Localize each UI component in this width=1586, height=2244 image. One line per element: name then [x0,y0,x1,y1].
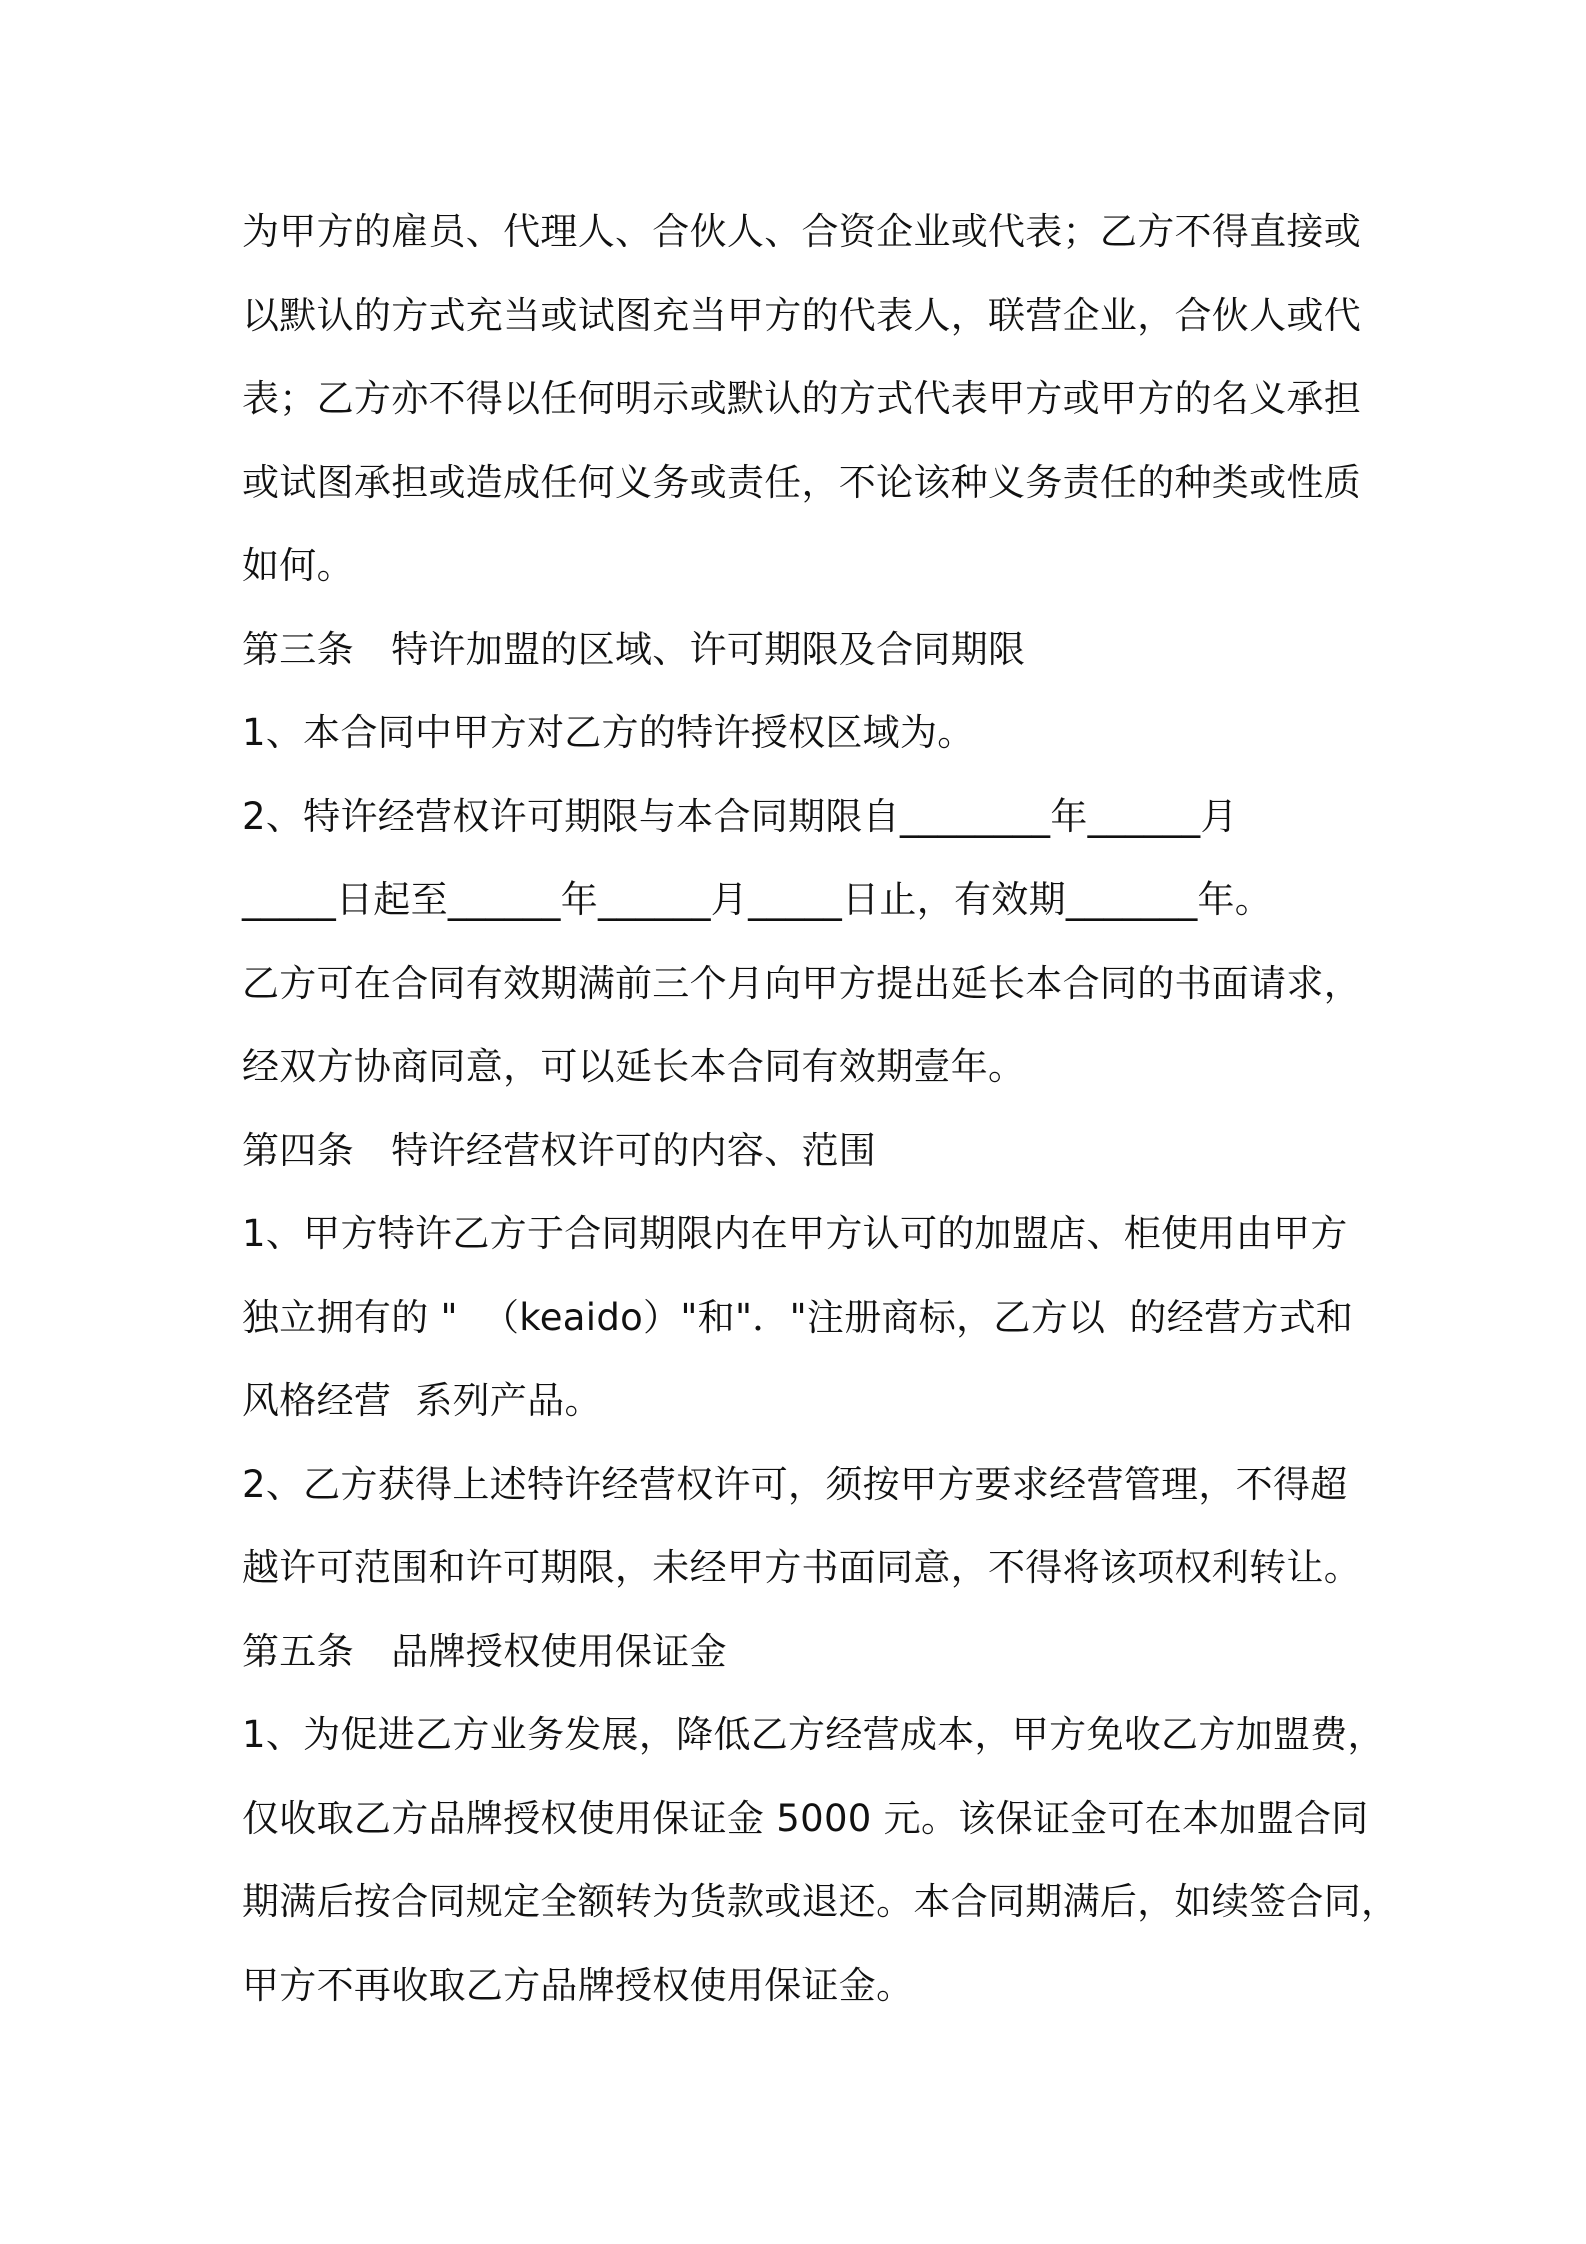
paragraph-line: 乙方可在合同有效期满前三个月向甲方提出延长本合同的书面请求， [242,961,1361,1005]
clause-3-2: 2、特许经营权许可期限与本合同期限自________年______月 [242,794,1238,838]
paragraph-line: _____日起至______年______月_____日止，有效期_______年。 [242,878,1273,921]
paragraph-line: 越许可范围和许可期限，未经甲方书面同意，不得将该项权利转让。 [242,1546,1361,1589]
paragraph-line: 甲方不再收取乙方品牌授权使用保证金。 [242,1963,914,2007]
section-heading-article-4: 第四条 特许经营权许可的内容、范围 [242,1128,877,1172]
paragraph-line: 为甲方的雇员、代理人、合伙人、合资企业或代表；乙方不得直接或 [242,210,1361,253]
paragraph-line: 以默认的方式充当或试图充当甲方的代表人，联营企业，合伙人或代 [242,293,1361,337]
paragraph-line: 仅收取乙方品牌授权使用保证金 5000 元。该保证金可在本加盟合同 [242,1796,1369,1840]
paragraph-line: 表；乙方亦不得以任何明示或默认的方式代表甲方或甲方的名义承担 [242,377,1361,420]
clause-4-1: 1、甲方特许乙方于合同期限内在甲方认可的加盟店、柜使用由甲方 [242,1212,1348,1255]
clause-5-1: 1、为促进乙方业务发展，降低乙方经营成本，甲方免收乙方加盟费， [242,1713,1385,1756]
paragraph-line: 如何。 [242,544,354,587]
paragraph-line: 或试图承担或造成任何义务或责任，不论该种义务责任的种类或性质 [242,460,1361,504]
clause-3-1: 1、本合同中甲方对乙方的特许授权区域为。 [242,711,975,754]
clause-4-2: 2、乙方获得上述特许经营权许可，须按甲方要求经营管理，不得超 [242,1462,1348,1506]
paragraph-line: 经双方协商同意，可以延长本合同有效期壹年。 [242,1045,1026,1088]
section-heading-article-3: 第三条 特许加盟的区域、许可期限及合同期限 [242,627,1026,671]
paragraph-line: 独立拥有的 " （keaido）"和"．"注册商标，乙方以 的经营方式和 [242,1295,1354,1339]
document-body [242,190,1399,2027]
section-heading-article-5: 第五条 品牌授权使用保证金 [242,1629,727,1673]
paragraph-line: 期满后按合同规定全额转为货款或退还。本合同期满后，如续签合同， [242,1880,1399,1923]
paragraph-line: 风格经营 系列产品。 [242,1379,602,1422]
